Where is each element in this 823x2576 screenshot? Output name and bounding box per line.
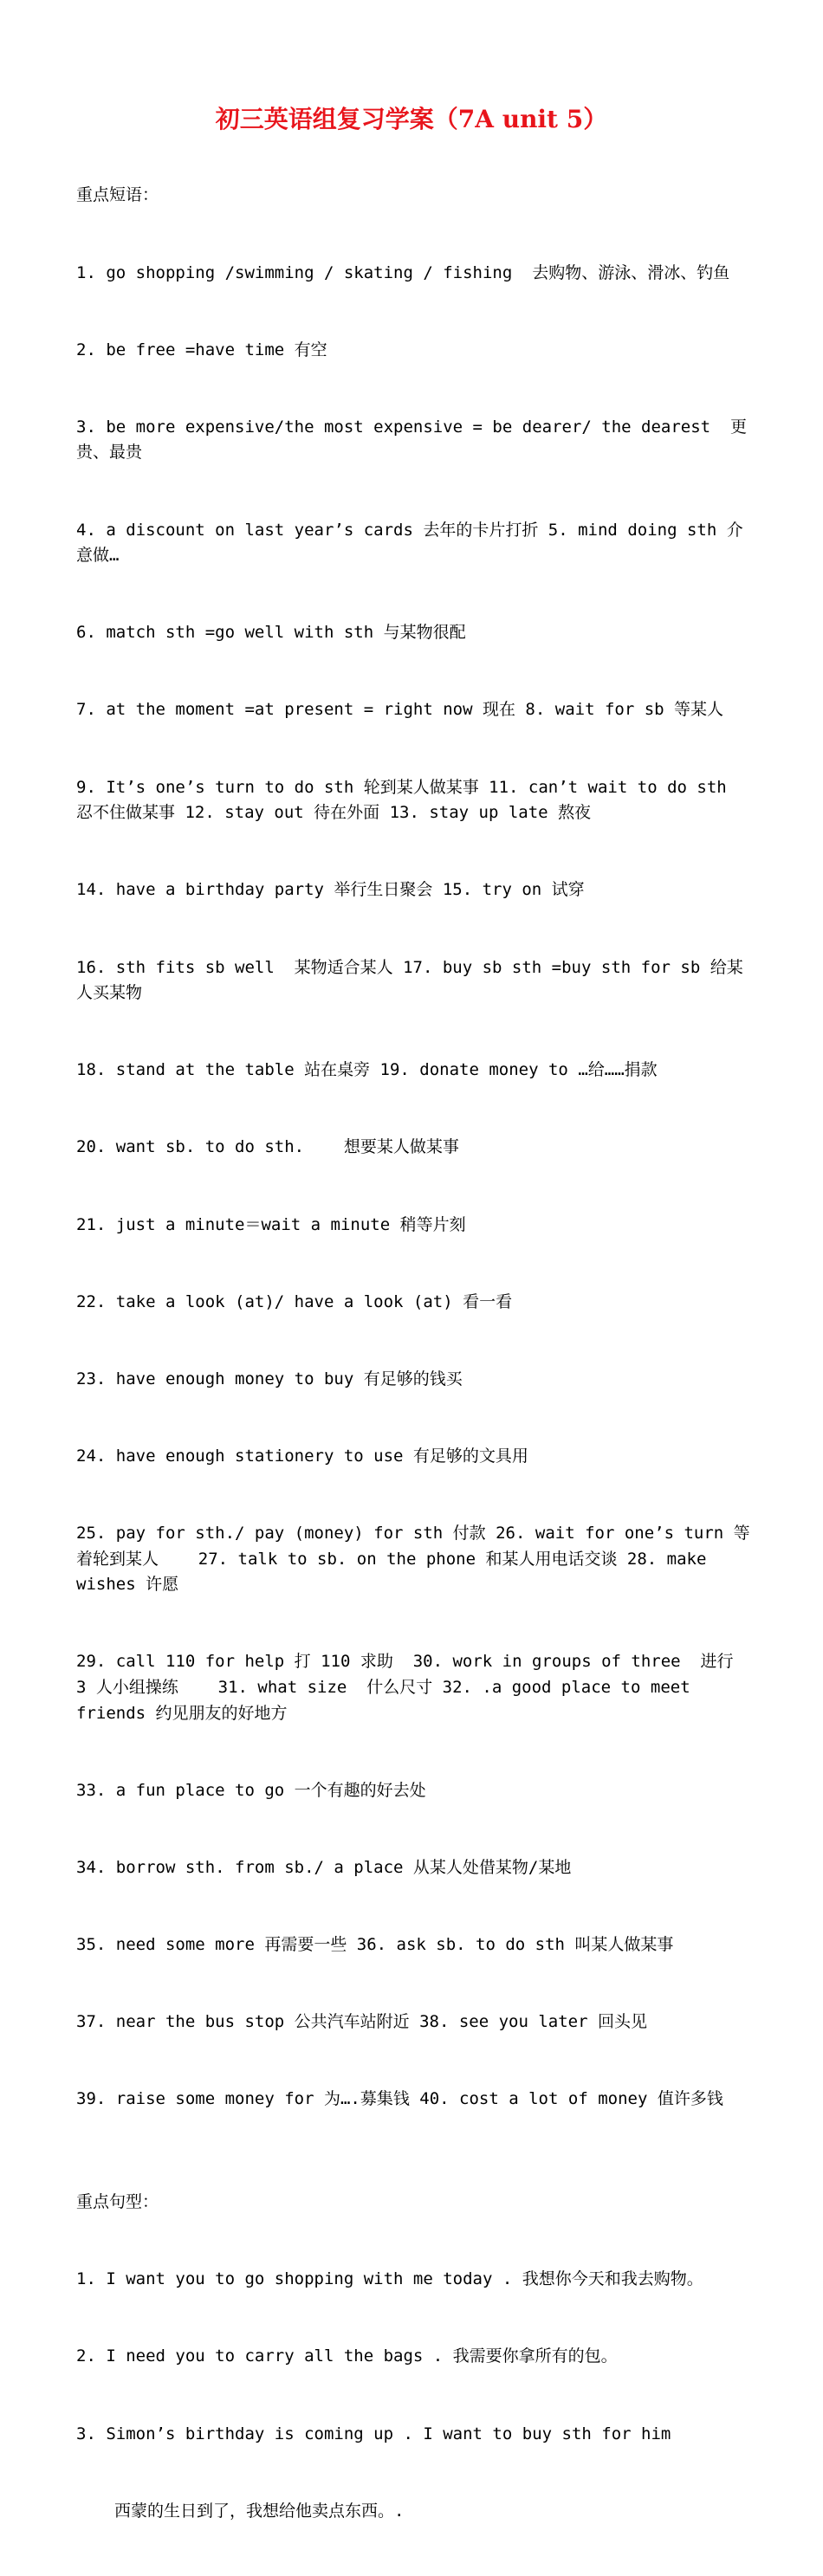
phrase-item: 22. take a look (at)/ have a look (at) 看一看 [76,1291,513,1311]
sentences-heading: 重点句型： [76,2192,159,2212]
phrase-item: 3. be more expensive/the most expensive = be dearer/ the dearest 更贵、最贵 [76,417,747,463]
sentence-item: 1. I want you to go shopping with me today . 我想你今天和我去购物。 [76,2269,703,2289]
phrase-item: 16. sth fits sb well 某物适合某人 17. buy sb sth =buy sth for sb 给某人买某物 [76,957,743,1003]
phrase-item: 14. have a birthday party 举行生日聚会 15. try on 试穿 [76,880,585,900]
phrase-item: 39. raise some money for 为….募集钱 40. cost a lot of money 值许多钱 [76,2089,723,2109]
sentence-item: 3. Simon’s birthday is coming up . I want to buy sth for him [76,2424,671,2443]
phrase-item: 6. match sth =go well with sth 与某物很配 [76,623,466,643]
phrase-item: 25. pay for sth./ pay (money) for sth 付款 26. wait for one’s turn 等着轮到某人 27. talk to sb. on the phone 和某人用电话交谈 28. make wishes 许愿 [76,1523,750,1595]
phrases-heading: 重点短语： [76,185,159,205]
phrase-item: 35. need some more 再需要一些 36. ask sb. to do sth 叫某人做某事 [76,1935,674,1955]
sentence-translation: 西蒙的生日到了，我想给他卖点东西。. [114,2501,405,2521]
phrase-item: 4. a discount on last year’s cards 去年的卡片打折 5. mind doing sth 介意做… [76,520,743,566]
document-body [76,132,752,2576]
phrase-item: 34. borrow sth. from sb./ a place 从某人处借某物/某地 [76,1858,572,1878]
phrase-item: 7. at the moment =at present = right now 现在 8. wait for sb 等某人 [76,700,724,720]
phrase-item: 24. have enough stationery to use 有足够的文具用 [76,1446,528,1466]
phrase-item: 37. near the bus stop 公共汽车站附近 38. see you later 回头见 [76,2012,647,2032]
phrase-item: 23. have enough money to buy 有足够的钱买 [76,1369,463,1388]
phrase-item: 1. go shopping /swimming / skating / fishing 去购物、游泳、滑冰、钓鱼 [76,262,730,282]
phrase-item: 29. call 110 for help 打 110 求助 30. work in groups of three 进行 3 人小组操练 31. what size 什么尺寸 32. .a good place to meet friends 约见朋友的好地方 [76,1652,743,1723]
phrase-item: 18. stand at the table 站在桌旁 19. donate money to …给……捐款 [76,1060,658,1080]
phrase-item: 33. a fun place to go 一个有趣的好去处 [76,1781,426,1800]
sentence-item: 2. I need you to carry all the bags . 我需要你拿所有的包。 [76,2346,618,2366]
phrase-item: 21. just a minute＝wait a minute 稍等片刻 [76,1214,466,1234]
phrase-item: 20. want sb. to do sth. 想要某人做某事 [76,1137,459,1157]
page-title: 初三英语组复习学案（7A unit 5） [215,105,608,133]
phrase-item: 9. It’s one’s turn to do sth 轮到某人做某事 11. can’t wait to do sth 忍不住做某事 12. stay out 待在外面 13. stay up late 熬夜 [76,777,737,823]
phrase-item: 2. be free =have time 有空 [76,340,327,359]
